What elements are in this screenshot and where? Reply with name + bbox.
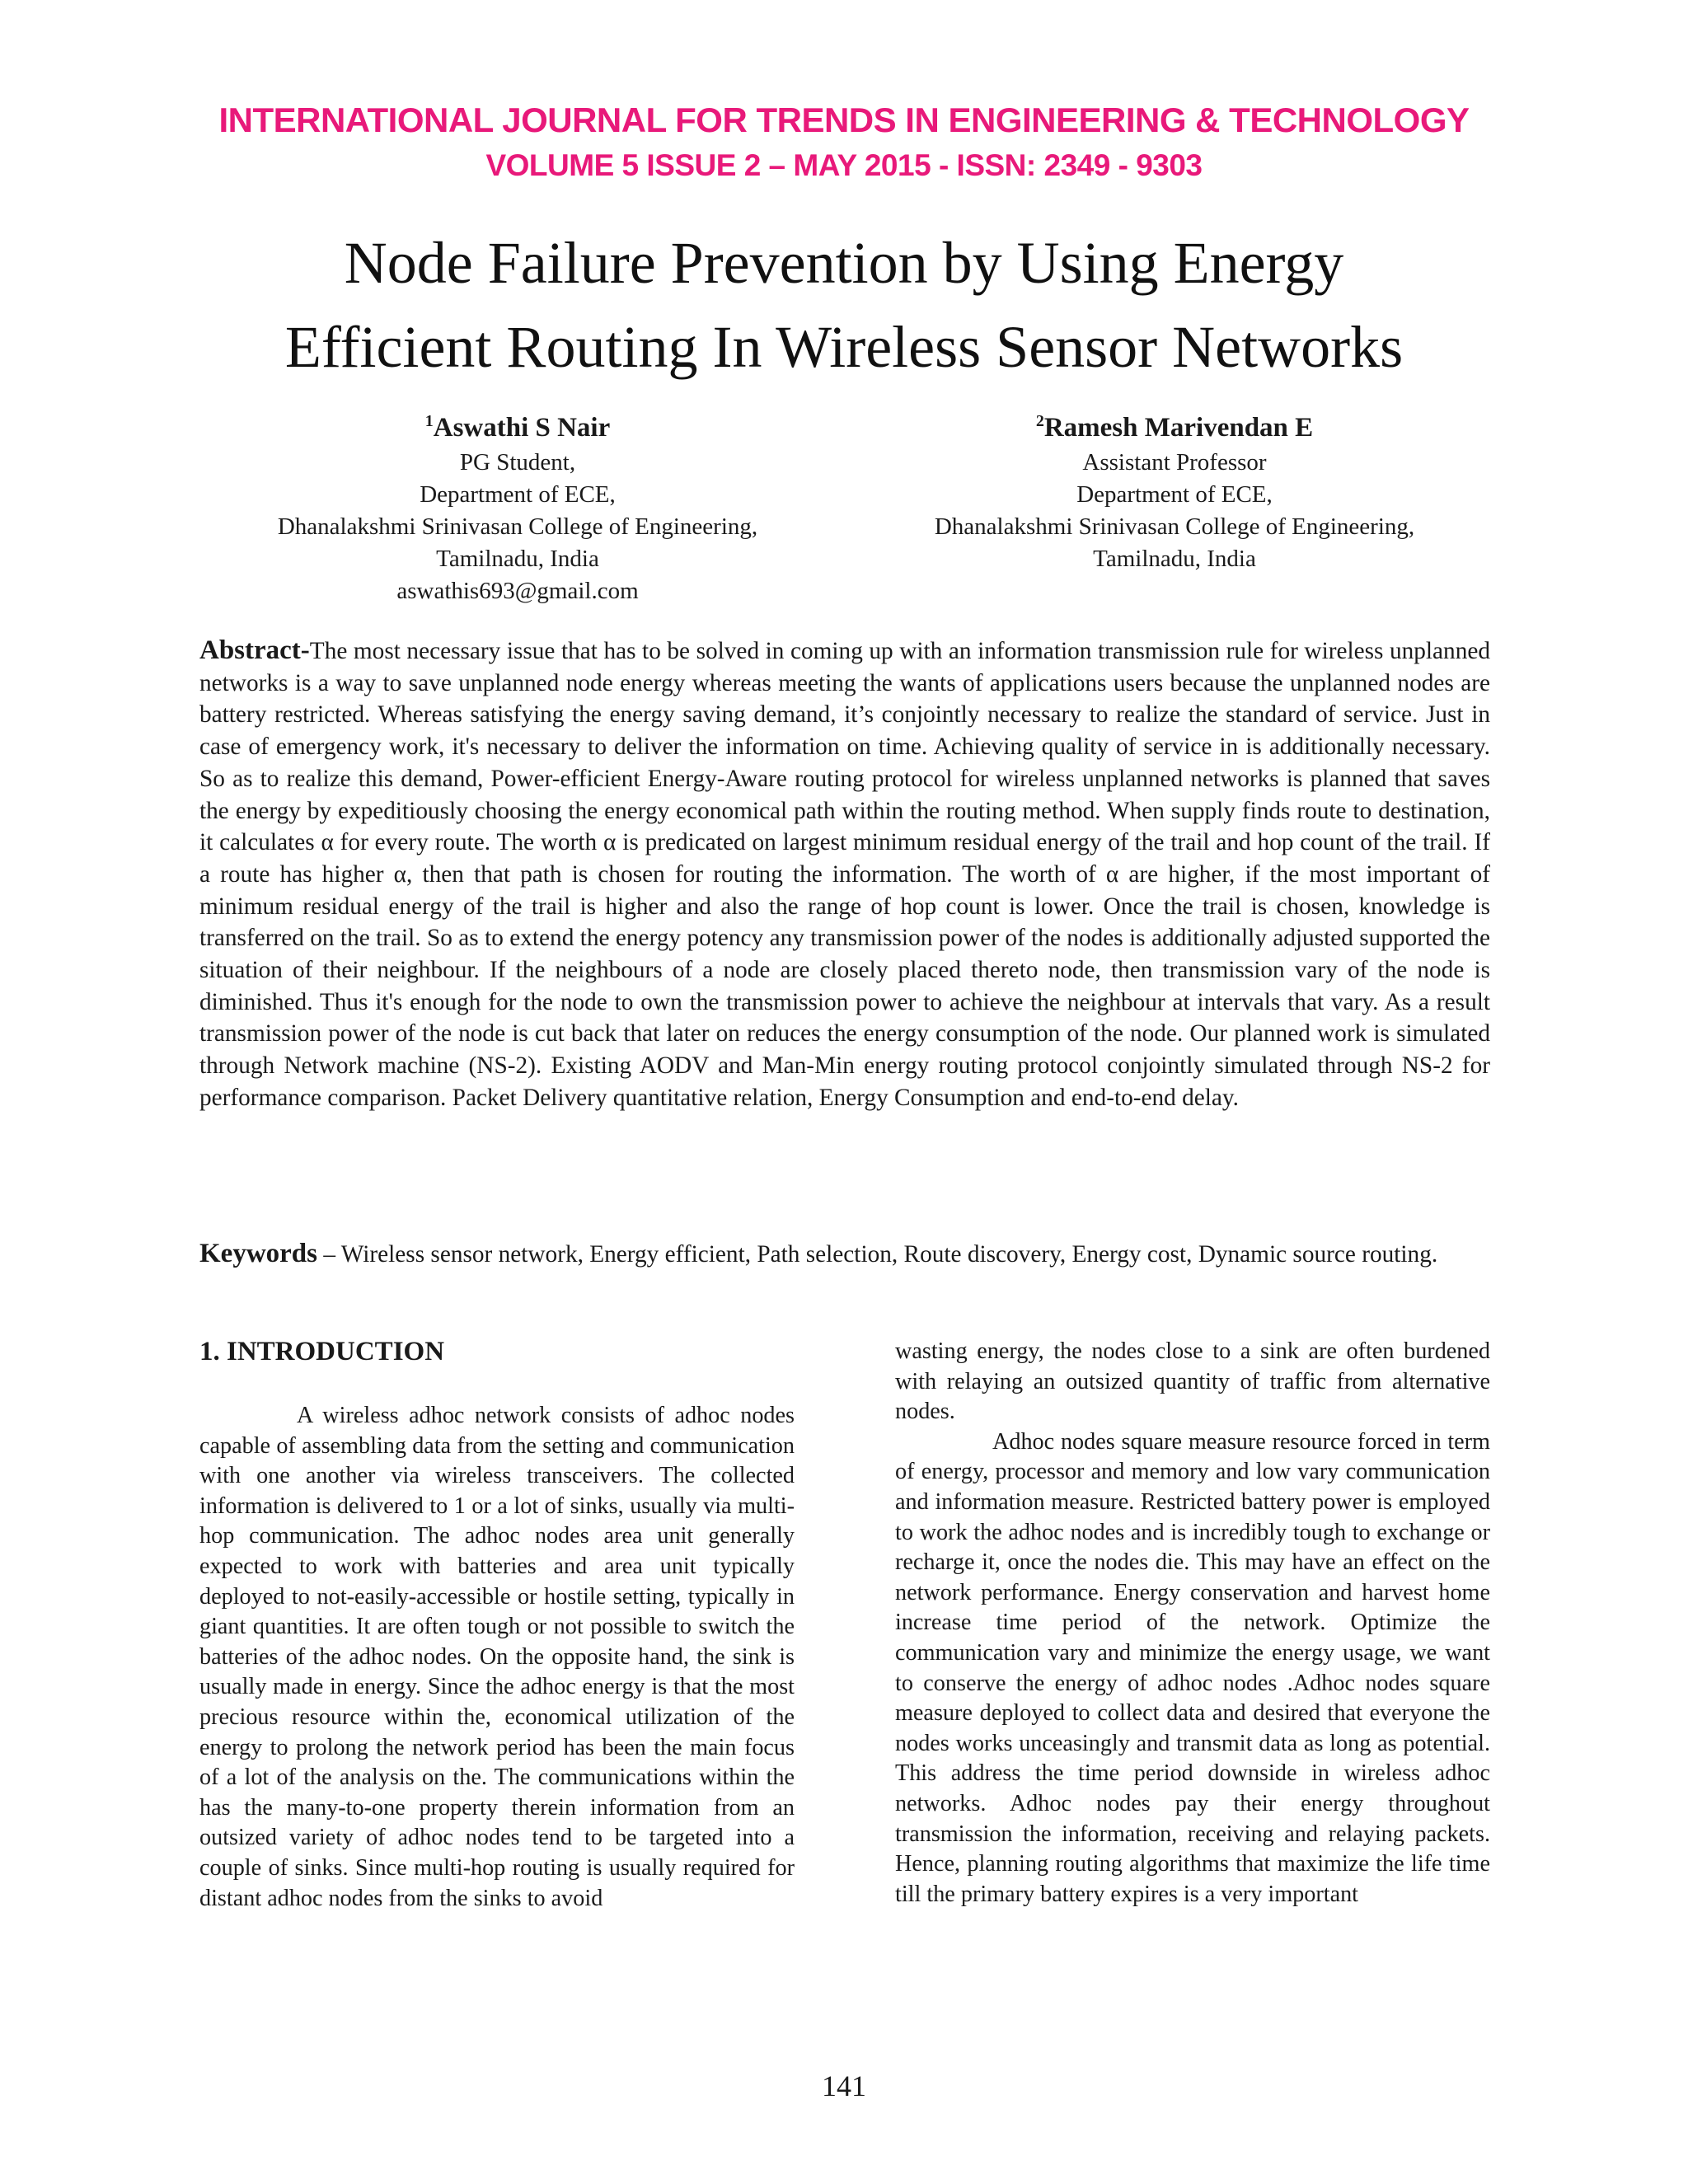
author-name: $^2$Ramesh Marivendan E: [1035, 412, 1314, 443]
keywords: [199, 1238, 1490, 1271]
intro-paragraph-2: Adhoc nodes square measure resource forced in term of energy, processor and memory and low vary communication and information measure. Restricted battery power is employed to work the adhoc nodes and is incredibly tough to exchange or recharge it, once the nodes die. This may have an effect on the network performance. Energy conservation and harvest home increase time period of the network. Optimize the communication vary and minimize the energy usage, we want to conserve the energy of adhoc nodes .Adhoc nodes square measure deployed to collect data and desired that everyone the nodes works unceasingly and transmit data as long as potential. This address the time period downside in wireless adhoc networks. Adhoc nodes pay their energy throughout transmission the information, receiving and relaying packets. Hence, planning routing algorithms that maximize the life time till the primary battery expires is a very important: [895, 1428, 1490, 1907]
author-block-1: [204, 402, 831, 607]
author-location: Tamilnadu, India: [436, 546, 599, 572]
author-college: Dhanalakshmi Srinivasan College of Engineering,: [277, 513, 758, 540]
author-department: Department of ECE,: [1076, 481, 1273, 508]
abstract-label: Abstract-: [199, 635, 310, 665]
title-line-2: Efficient Routing In Wireless Sensor Networks: [284, 314, 1404, 380]
journal-volume-line: VOLUME 5 ISSUE 2 – MAY 2015 - ISSN: 2349 - 9303: [485, 148, 1203, 182]
keywords-label: Keywords: [199, 1239, 317, 1268]
author-role: PG Student,: [459, 449, 576, 476]
abstract-text: The most necessary issue that has to be solved in coming up with an information transmission rule for wireless unplanned networks is a way to save unplanned node energy whereas meeting the wants of applications users because the unplanned nodes are battery restricted. Whereas satisfying the energy saving demand, it’s conjointly necessary to realize the standard of service. Just in case of emergency work, it's necessary to deliver the information on time. Achieving quality of service in is additionally necessary. So as to realize this demand, Power-efficient Energy-Aware routing protocol for wireless unplanned networks is planned that saves the energy by expeditiously choosing the energy economical path within the routing method. When supply finds route to destination, it calculates α for every route. The worth α is predicated on largest minimum residual energy of the trail and hop count of the trail. If a route has higher α, then that path is chosen for routing the information. The worth of α are higher, if the most important of minimum residual energy of the trail is higher and also the range of hop count is lower. Once the trail is chosen, knowledge is transferred on the trail. So as to extend the energy potency any transmission power of the nodes is additionally adjusted supported the situation of their neighbour. If the neighbours of a node are closely placed thereto node, then transmission vary of the node is diminished. Thus it's enough for the node to own the transmission power to achieve the neighbour at intervals that vary. As a result transmission power of the node is cut back that later on reduces the energy consumption of the node. Our planned work is simulated through Network machine (NS-2). Existing AODV and Man-Min energy routing protocol conjointly simulated through NS-2 for performance comparison. Packet Delivery quantitative relation, Energy Consumption and end-to-end delay.: [199, 638, 1490, 1111]
page-number: 141: [822, 2069, 866, 2102]
abstract: [199, 635, 1490, 1114]
left-column: [199, 1401, 795, 1914]
intro-paragraph-1-continued: wasting energy, the nodes close to a sink are often burdened with relaying an outsized quantity of traffic from alternative nodes.: [895, 1338, 1490, 1425]
title-line-1: Node Failure Prevention by Using Energy: [344, 230, 1344, 296]
right-column: [895, 1337, 1490, 1910]
journal-name: INTERNATIONAL JOURNAL FOR TRENDS IN ENGINEERING & TECHNOLOGY: [218, 101, 1470, 139]
author-block-2: [861, 402, 1488, 575]
keywords-text: – Wireless sensor network, Energy efficient, Path selection, Route discovery, Energy cost, Dynamic source routing.: [317, 1241, 1438, 1268]
author-department: Department of ECE,: [420, 481, 616, 508]
intro-paragraph-1: A wireless adhoc network consists of adhoc nodes capable of assembling data from the setting and communication with one another via wireless transceivers. The collected information is delivered to 1 or a lot of sinks, usually via multi-hop communication. The adhoc nodes area unit generally expected to work with batteries and area unit typically deployed to not-easily-accessible or hostile setting, typically in giant quantities. It are often tough or not possible to switch the batteries of the adhoc nodes. On the opposite hand, the sink is usually made in energy. Since the adhoc energy is that the most precious resource within the, economical utilization of the energy to prolong the network period has been the main focus of a lot of the analysis on the. The communications within the has the many-to-one property therein information from an outsized variety of adhoc nodes tend to be targeted into a couple of sinks. Since multi-hop routing is usually required for distant adhoc nodes from the sinks to avoid: [199, 1403, 795, 1911]
author-college: Dhanalakshmi Srinivasan College of Engineering,: [934, 513, 1415, 540]
paper-title: [132, 221, 1556, 389]
section-heading-introduction: 1. INTRODUCTION: [199, 1337, 445, 1366]
author-email[interactable]: aswathis693@gmail.com: [396, 578, 639, 604]
author-location: Tamilnadu, India: [1093, 546, 1256, 572]
author-name: $^1$Aswathi S Nair: [424, 412, 611, 443]
author-role: Assistant Professor: [1082, 449, 1267, 476]
